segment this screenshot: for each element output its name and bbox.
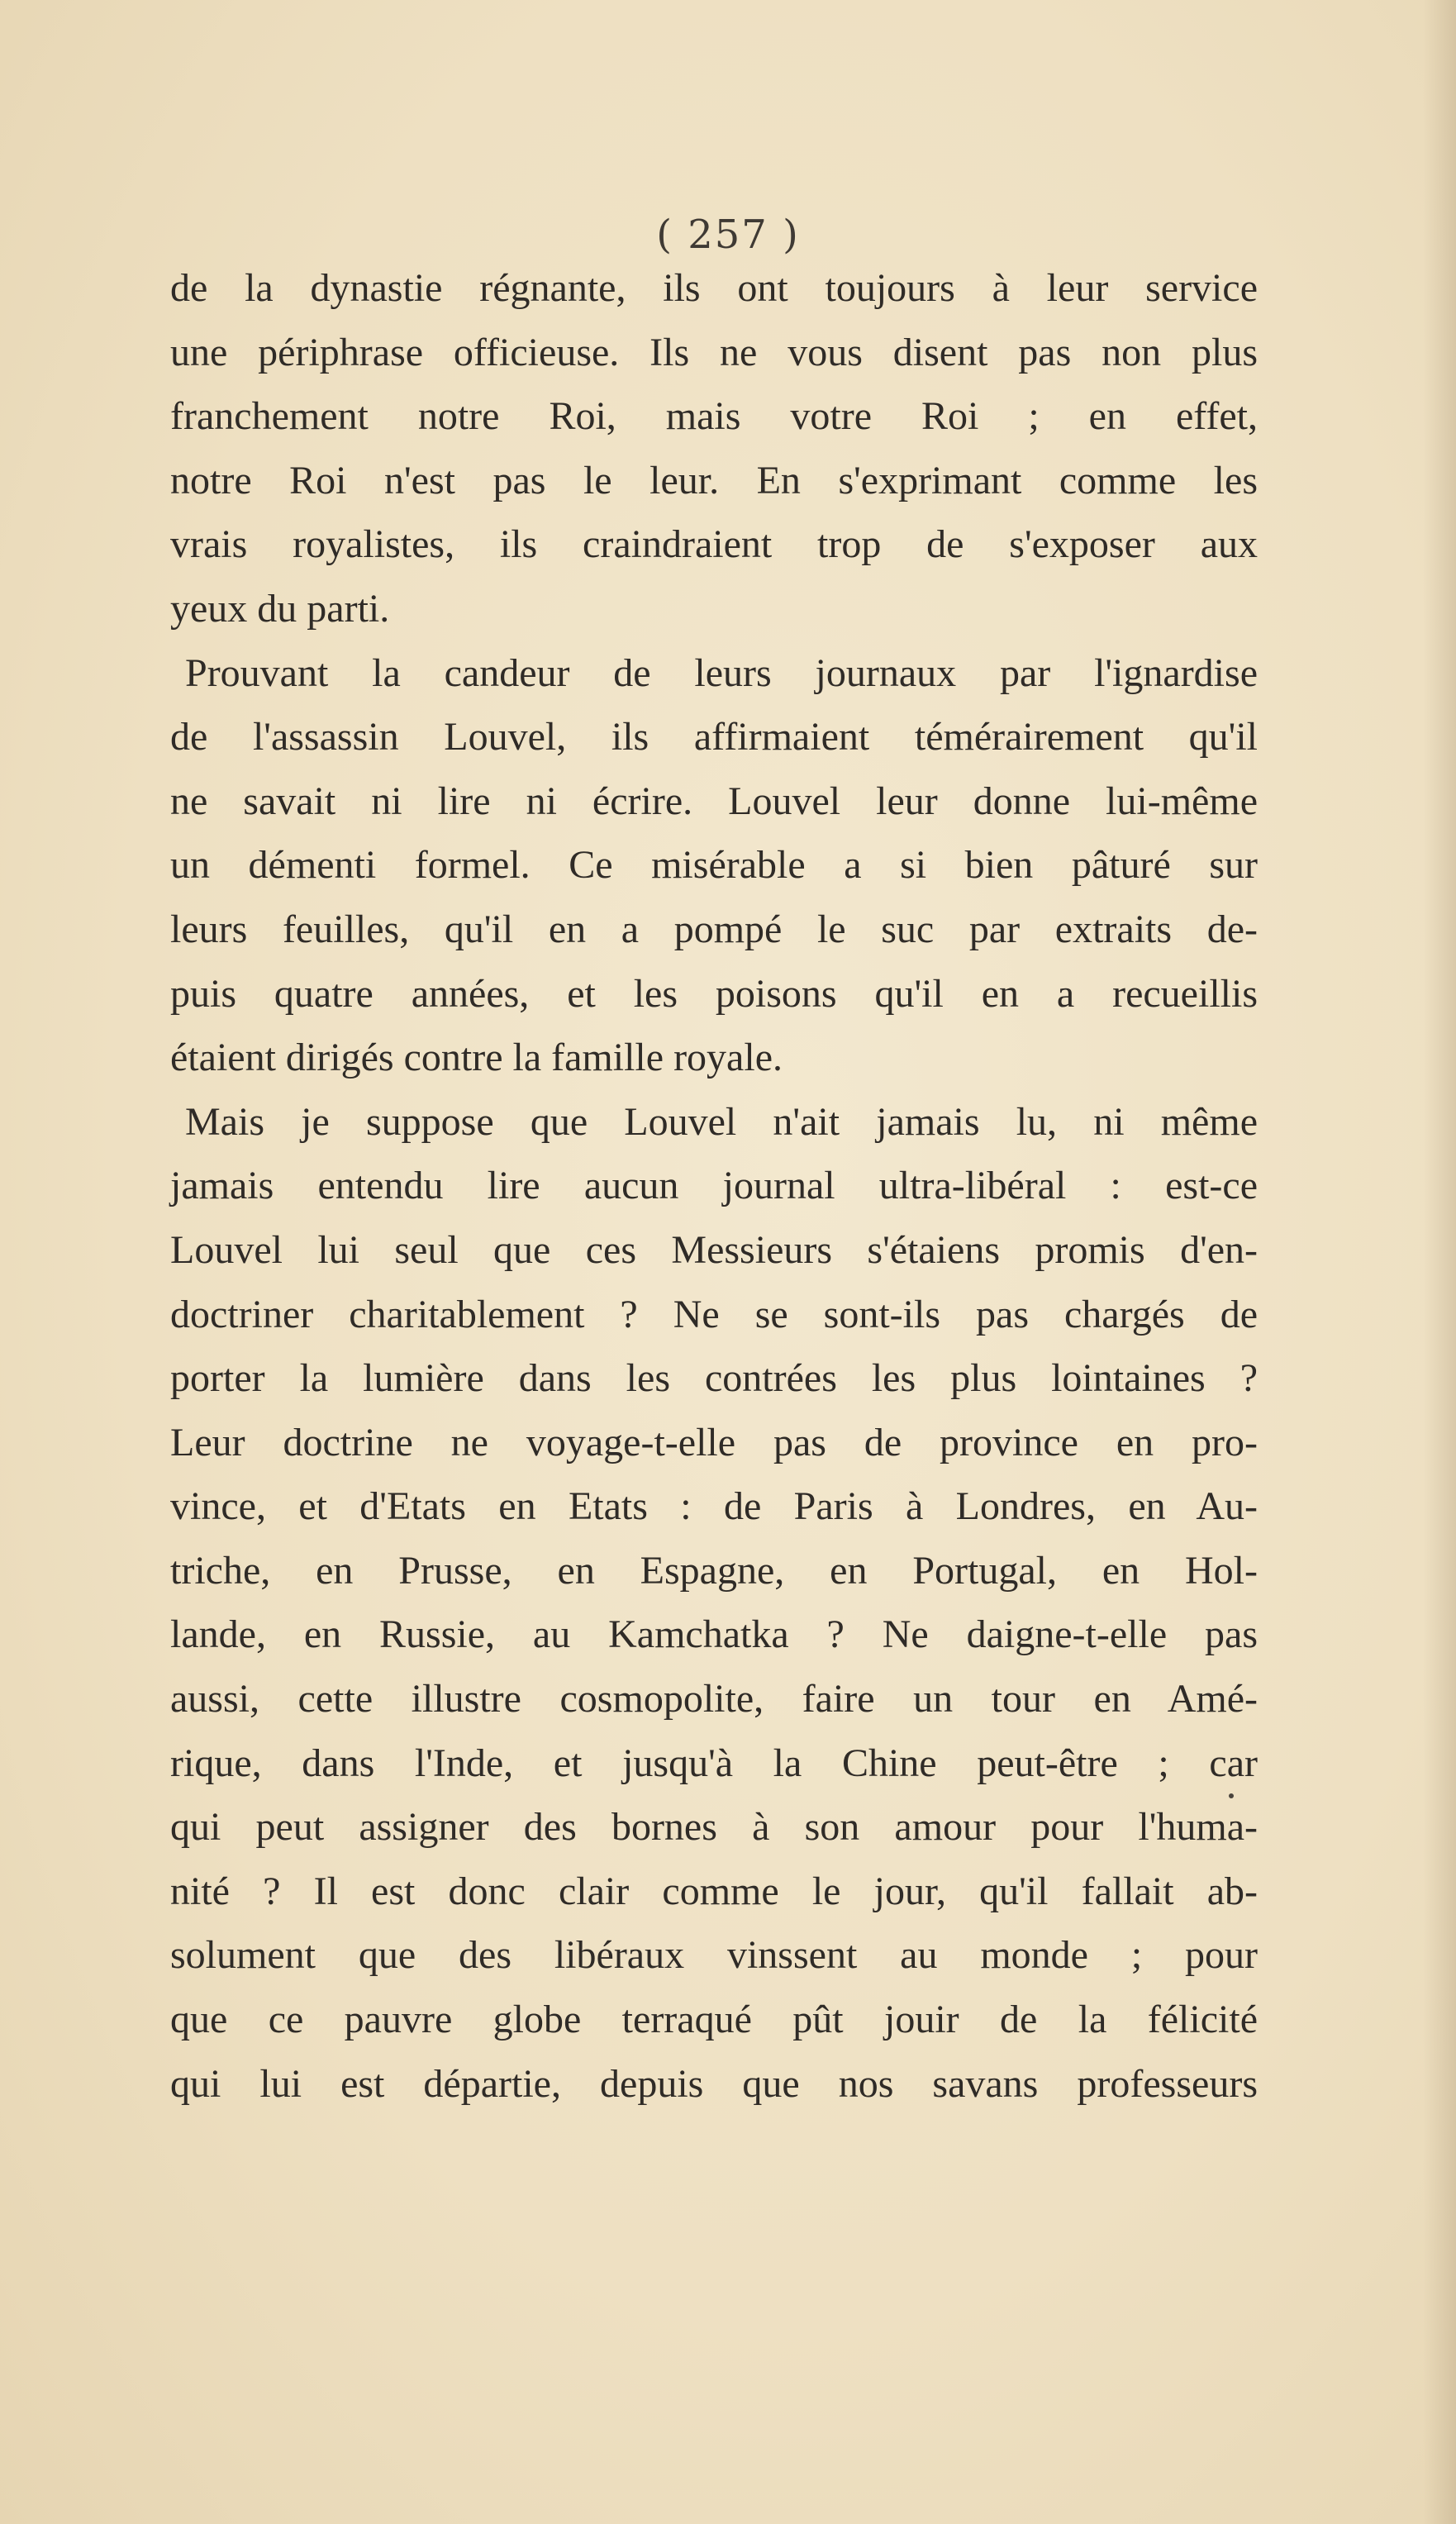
text-line: vince, et d'Etats en Etats : de Paris à Londres, en Au- (170, 1484, 1258, 1529)
text-line: qui lui est départie, depuis que nos savans professeurs (170, 2061, 1258, 2106)
text-line: de l'assassin Louvel, ils affirmaient témérairement qu'il (170, 715, 1258, 760)
text-line: jamais entendu lire aucun journal ultra-libéral : est-ce (170, 1164, 1258, 1208)
text-line: notre Roi n'est pas le leur. En s'exprimant comme les (170, 458, 1258, 502)
text-line: Leur doctrine ne voyage-t-elle pas de province en pro- (170, 1420, 1258, 1464)
text-line: rique, dans l'Inde, et jusqu'à la Chine peut-être ; car (170, 1741, 1258, 1785)
text-line: lande, en Russie, au Kamchatka ? Ne daigne-t-elle pas (170, 1612, 1258, 1657)
text-line: un démenti formel. Ce misérable a si bien pâturé sur (170, 843, 1258, 888)
text-line: franchement notre Roi, mais votre Roi ; en effet, (170, 394, 1258, 439)
text-line: solument que des libéraux vinssent au monde ; pour (170, 1933, 1258, 1978)
body-text (170, 256, 1258, 2116)
text-line: yeux du parti. (170, 586, 390, 631)
text-line: vrais royalistes, ils craindraient trop de s'exposer aux (170, 522, 1258, 567)
paragraph-start-line: Mais je suppose que Louvel n'ait jamais lu, ni même (185, 1099, 1258, 1144)
text-line: qui peut assigner des bornes à son amour pour l'huma- (170, 1805, 1258, 1850)
text-line: triche, en Prusse, en Espagne, en Portugal, en Hol- (170, 1548, 1258, 1593)
margin-dot (1229, 1793, 1234, 1798)
text-line: porter la lumière dans les contrées les plus lointaines ? (170, 1356, 1258, 1401)
page-edge-shadow (1423, 0, 1456, 2524)
text-line: doctriner charitablement ? Ne se sont-ils pas chargés de (170, 1292, 1258, 1336)
text-line: que ce pauvre globe terraqué pût jouir de la félicité (170, 1998, 1258, 2042)
text-line: Louvel lui seul que ces Messieurs s'étaiens promis d'en- (170, 1227, 1258, 1272)
text-line: puis quatre années, et les poisons qu'il en a recueillis (170, 971, 1258, 1016)
text-line: de la dynastie régnante, ils ont toujours à leur service (170, 266, 1258, 310)
page-number: ( 257 ) (656, 212, 800, 258)
text-line: nité ? Il est donc clair comme le jour, qu'il fallait ab- (170, 1869, 1258, 1913)
text-line: aussi, cette illustre cosmopolite, faire un tour en Amé- (170, 1677, 1258, 1722)
text-line: leurs feuilles, qu'il en a pompé le suc par extraits de- (170, 907, 1258, 951)
text-line: une périphrase officieuse. Ils ne vous disent pas non plus (170, 330, 1258, 374)
text-line: étaient dirigés contre la famille royale. (170, 1036, 783, 1080)
text-line: ne savait ni lire ni écrire. Louvel leur donne lui-même (170, 779, 1258, 823)
paragraph-start-line: Prouvant la candeur de leurs journaux par l'ignardise (185, 650, 1258, 695)
